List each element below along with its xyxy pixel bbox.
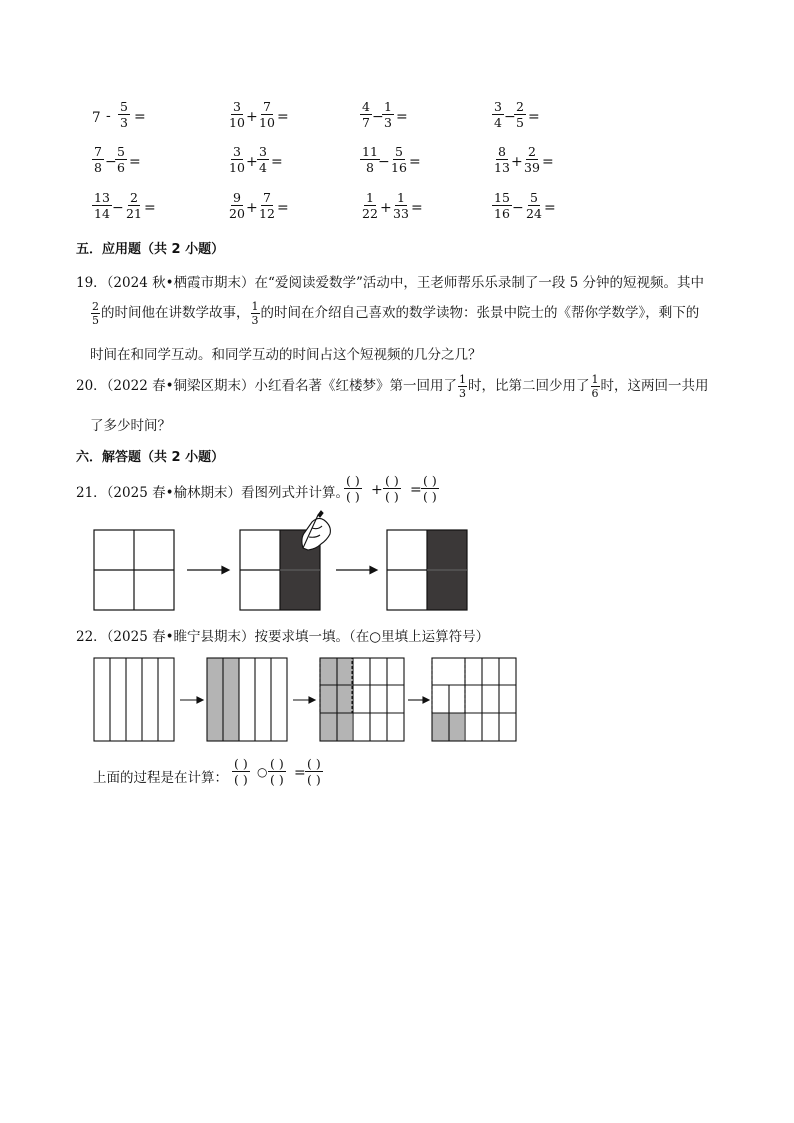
q22-rect-grid-result — [432, 658, 516, 741]
q20-fraction-1-6: $\frac{1}{6}$ — [591, 373, 599, 400]
calc-r3c3-fraction-b: $\frac{1}{33}$ — [393, 190, 409, 221]
calc-r2c2-equals: = — [271, 154, 283, 170]
calc-r1c3-equals: = — [396, 109, 408, 125]
q20-fraction-1-3: $\frac{1}{3}$ — [459, 373, 467, 400]
calc-r1c4-equals: = — [528, 109, 540, 125]
q21-blank-fraction-1[interactable]: ( ) ( ) — [346, 473, 360, 504]
calc-r3c1-fraction-a: $\frac{13}{14}$ — [94, 190, 110, 221]
calc-r1c2-fraction-b: $\frac{7}{10}$ — [259, 99, 275, 130]
calc-r3c1-fraction-b: $\frac{2}{21}$ — [126, 190, 142, 221]
calc-r3c4-op: − — [512, 200, 524, 216]
calc-r3c3-fraction-a: $\frac{1}{22}$ — [362, 190, 378, 221]
calc-r3c4-fraction-b: $\frac{5}{24}$ — [526, 190, 542, 221]
calc-r2c4-fraction-b: $\frac{2}{39}$ — [524, 144, 540, 175]
q22-arrow-2 — [293, 697, 315, 703]
section-heading-application: 五．应用题（共 2 小题） — [76, 242, 225, 257]
q21-prompt: 21．（2025 春•榆林期末）看图列式并计算。 — [76, 485, 350, 501]
q19-line-2: $\frac{2}{5}$ 的时间他在讲数学故事， $\frac{1}{3}$ 的时间在介绍自己喜欢的数学读物：张景中院士的《帮你学数学》，剩下的 — [92, 300, 700, 327]
q21-equals: = — [410, 482, 422, 498]
calc-r3c3-op: + — [380, 200, 392, 216]
calc-r2c1-equals: = — [129, 154, 141, 170]
q19-line-3: 时间在和同学互动。和同学互动的时间占这个短视频的几分之几？ — [90, 347, 482, 363]
q22-equals: = — [294, 765, 306, 781]
q22-rect-grid-shaded — [320, 658, 404, 741]
q20-line-1: 20．（2022 春•铜梁区期末）小红看名著《红楼梦》第一回用了 $\frac{1}{3}$ 时，比第二回少用了 $\frac{1}{6}$ 时，这两回一共用 — [76, 373, 709, 400]
calc-r2c3-fraction-b: $\frac{5}{16}$ — [391, 144, 407, 175]
q22-blank-fraction-2[interactable]: ( ) ( ) — [270, 756, 284, 787]
calc-r2c3-equals: = — [409, 154, 421, 170]
q21-blank-fraction-2[interactable]: ( ) ( ) — [385, 473, 399, 504]
section-heading-solution: 六．解答题（共 2 小题） — [76, 450, 225, 465]
calc-r3c1-op: − — [112, 200, 124, 216]
calc-r2c2-fraction-b: $\frac{3}{4}$ — [259, 144, 267, 175]
calc-r2c3-fraction-a: $\frac{11}{8}$ — [362, 144, 378, 175]
q22-caption: 上面的过程是在计算： — [93, 770, 228, 786]
calc-r3c4-equals: = — [544, 200, 556, 216]
calc-r3c2-equals: = — [277, 200, 289, 216]
calc-r3c2-fraction-b: $\frac{7}{12}$ — [259, 190, 275, 221]
q22-blank-fraction-3[interactable]: ( ) ( ) — [307, 756, 321, 787]
calc-r1c4-op: − — [504, 109, 516, 125]
calc-r1c4-fraction-a: $\frac{3}{4}$ — [494, 99, 502, 130]
calc-r1c2-equals: = — [277, 109, 289, 125]
q21-plus: + — [371, 482, 383, 498]
calc-r1c3-op: − — [372, 109, 384, 125]
calc-r2c2-fraction-a: $\frac{3}{10}$ — [229, 144, 245, 175]
calc-r3c2-fraction-a: $\frac{9}{20}$ — [229, 190, 245, 221]
calc-r3c3-equals: = — [411, 200, 423, 216]
calc-r1c1-lead: 7 — [92, 110, 101, 126]
calc-r2c3-op: − — [378, 154, 390, 170]
calc-r2c4-op: + — [511, 154, 523, 170]
calc-r1c1-op: - — [106, 108, 111, 124]
calc-r1c1-equals: = — [134, 109, 146, 125]
q22-blank-fraction-1[interactable]: ( ) ( ) — [234, 756, 248, 787]
calc-r1c1-fraction: $\frac{5}{3}$ — [120, 99, 128, 130]
q21-blank-fraction-3[interactable]: ( ) ( ) — [423, 473, 437, 504]
calc-r2c1-op: − — [105, 154, 117, 170]
calc-r1c4-fraction-b: $\frac{2}{5}$ — [516, 99, 524, 130]
calc-r2c1-fraction-b: $\frac{5}{6}$ — [117, 144, 125, 175]
calc-r1c2-op: + — [246, 109, 258, 125]
q22-prompt: 22．（2025 春•睢宁县期末）按要求填一填。（在○里填上运算符号） — [76, 629, 490, 645]
calc-r1c2-fraction-a: $\frac{3}{10}$ — [229, 99, 245, 130]
calc-r2c4-fraction-a: $\frac{8}{13}$ — [494, 144, 510, 175]
calc-r3c1-equals: = — [144, 200, 156, 216]
q22-rect-two-fifths-shaded — [207, 658, 287, 741]
q19-fraction-1-3: $\frac{1}{3}$ — [251, 300, 259, 327]
q22-operator-circle[interactable]: ○ — [257, 765, 268, 779]
calc-r2c1-fraction-a: $\frac{7}{8}$ — [94, 144, 102, 175]
calc-r3c2-op: + — [246, 200, 258, 216]
q19-line-1: 19．（2024 秋•栖霞市期末）在“爱阅读爱数学”活动中，王老师帮乐乐录制了一段 5 分钟的短视频。其中 — [76, 275, 705, 291]
calc-r1c3-fraction-a: $\frac{4}{7}$ — [362, 99, 370, 130]
calc-r3c4-fraction-a: $\frac{15}{16}$ — [494, 190, 510, 221]
calc-r2c2-op: + — [246, 154, 258, 170]
q22-arrow-1 — [180, 697, 203, 703]
calc-r2c4-equals: = — [542, 154, 554, 170]
q20-line-2: 了多少时间？ — [90, 418, 171, 434]
q22-rect-fifths — [94, 658, 174, 741]
calc-r1c3-fraction-b: $\frac{1}{3}$ — [384, 99, 392, 130]
q22-arrow-3 — [408, 697, 429, 703]
q19-fraction-2-5: $\frac{2}{5}$ — [92, 300, 99, 327]
